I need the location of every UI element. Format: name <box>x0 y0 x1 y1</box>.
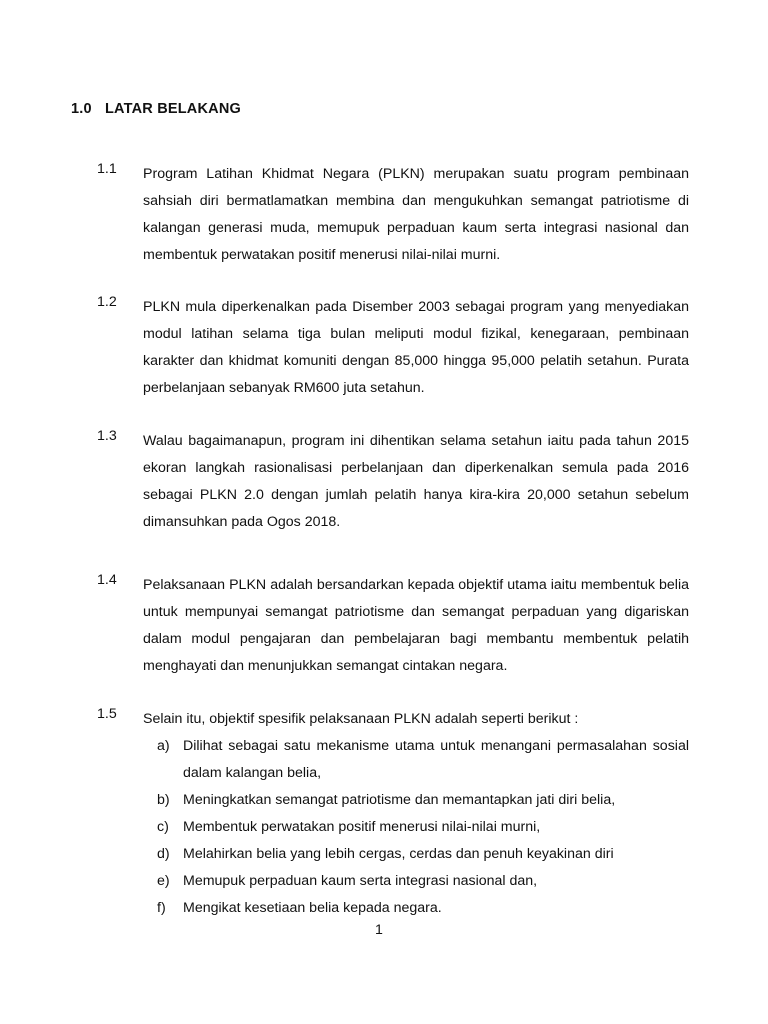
list-item-letter: e) <box>157 873 170 889</box>
list-item-text: Meningkatkan semangat patriotisme dan memantapkan jati diri belia, <box>183 792 616 808</box>
objectives-list <box>157 733 689 922</box>
list-item-letter: d) <box>157 846 170 862</box>
list-item <box>157 868 689 895</box>
section-title: LATAR BELAKANG <box>105 101 241 117</box>
list-item-text: Melahirkan belia yang lebih cergas, cerdas dan penuh keyakinan diri <box>183 846 614 862</box>
paragraph-number: 1.5 <box>97 706 117 722</box>
list-item <box>157 814 689 841</box>
paragraph-text: PLKN mula diperkenalkan pada Disember 2003 sebagai program yang menyediakan modul latihan selama tiga bulan meliputi modul fizikal, kenegaraan, pembinaan karakter dan khidmat komuniti dengan 85,000 hingga 95,000 pelatih setahun. Purata perbelanjaan sebanyak RM600 juta setahun. <box>143 299 689 396</box>
paragraph-1-2 <box>97 294 689 402</box>
paragraph-text: Pelaksanaan PLKN adalah bersandarkan kepada objektif utama iaitu membentuk belia untuk mempunyai semangat patriotisme dan semangat perpaduan yang digariskan dalam modul pengajaran dan pembelajaran bagi membantu membentuk pelatih menghayati dan menunjukkan semangat cintakan negara. <box>143 577 689 674</box>
paragraph-1-4 <box>97 572 689 680</box>
list-item-text: Memupuk perpaduan kaum serta integrasi nasional dan, <box>183 873 538 889</box>
section-number: 1.0 <box>71 101 92 117</box>
page-number: 1 <box>375 922 383 938</box>
list-item-text: Dilihat sebagai satu mekanisme utama untuk menangani permasalahan sosial dalam kalangan belia, <box>183 738 689 781</box>
paragraph-number: 1.2 <box>97 294 117 310</box>
paragraph-number: 1.1 <box>97 161 117 177</box>
list-item <box>157 895 689 922</box>
paragraph-text: Selain itu, objektif spesifik pelaksanaan PLKN adalah seperti berikut : <box>143 711 579 727</box>
list-item-letter: a) <box>157 738 170 754</box>
paragraph-1-3 <box>97 428 689 536</box>
paragraph-1-1 <box>97 161 689 269</box>
list-item-text: Mengikat kesetiaan belia kepada negara. <box>183 900 442 916</box>
paragraph-text: Walau bagaimanapun, program ini dihentikan selama setahun iaitu pada tahun 2015 ekoran langkah rasionalisasi perbelanjaan dan diperkenalkan semula pada 2016 sebagai PLKN 2.0 dengan jumlah pelatih hanya kira-kira 20,000 setahun sebelum dimansuhkan pada Ogos 2018. <box>143 433 689 530</box>
paragraph-1-5 <box>97 706 689 922</box>
list-item <box>157 841 689 868</box>
paragraph-text: Program Latihan Khidmat Negara (PLKN) merupakan suatu program pembinaan sahsiah diri bermatlamatkan membina dan mengukuhkan semangat patriotisme di kalangan generasi muda, memupuk perpaduan kaum serta integrasi nasional dan membentuk perwatakan positif menerusi nilai-nilai murni. <box>143 166 689 263</box>
list-item <box>157 733 689 787</box>
list-item-letter: f) <box>157 900 166 916</box>
section-heading <box>71 101 241 117</box>
list-item-text: Membentuk perwatakan positif menerusi nilai-nilai murni, <box>183 819 541 835</box>
list-item <box>157 787 689 814</box>
list-item-letter: c) <box>157 819 169 835</box>
list-item-letter: b) <box>157 792 170 808</box>
paragraph-number: 1.4 <box>97 572 117 588</box>
paragraph-number: 1.3 <box>97 428 117 444</box>
